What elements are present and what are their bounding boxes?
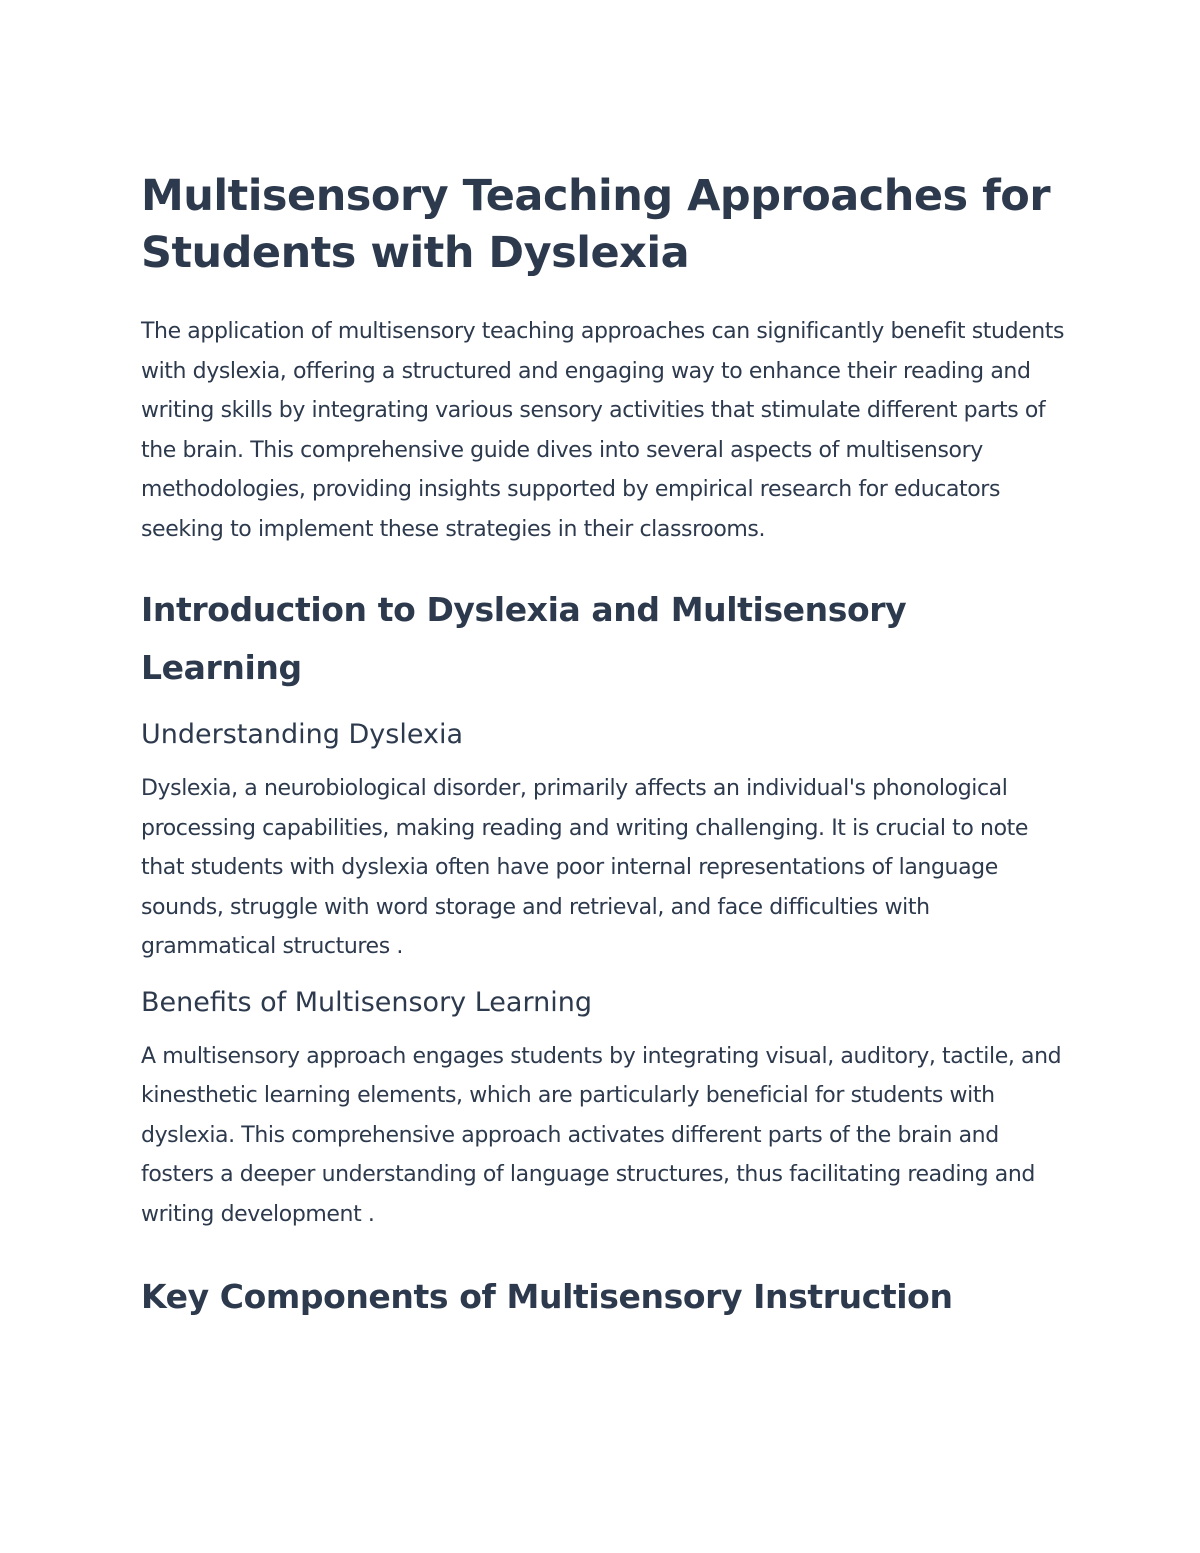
document-page [141, 168, 1066, 1344]
intro-paragraph: The application of multisensory teaching approaches can significantly benefit students with dyslexia, offering a structured and engaging way to enhance their reading and writing skills by integrating various sensory activities that stimulate different parts of the brain. This comprehensive guide dives into several aspects of multisensory methodologies, providing insights supported by empirical research for educators seeking to implement these strategies in their classrooms. [141, 319, 1065, 542]
document-title: Multisensory Teaching Approaches for Students with Dyslexia [141, 171, 1051, 278]
paragraph-understanding-dyslexia: Dyslexia, a neurobiological disorder, primarily affects an individual's phonological processing capabilities, making reading and writing challenging. It is crucial to note that students with dyslexia often have poor internal representations of language sounds, struggle with word storage and retrieval, and face difficulties with grammatical structures . [141, 776, 1028, 959]
subheading-benefits: Benefits of Multisensory Learning [141, 986, 592, 1018]
section-heading-key-components: Key Components of Multisensory Instruction [141, 1277, 953, 1316]
section-heading-introduction: Introduction to Dyslexia and Multisensory Learning [141, 590, 907, 687]
paragraph-benefits: A multisensory approach engages students by integrating visual, auditory, tactile, and kinesthetic learning elements, which are particularly beneficial for students with dyslexia. This comprehensive approach activates different parts of the brain and fosters a deeper understanding of language structures, thus facilitating reading and writing development . [141, 1043, 1062, 1227]
subheading-understanding-dyslexia: Understanding Dyslexia [141, 719, 464, 750]
